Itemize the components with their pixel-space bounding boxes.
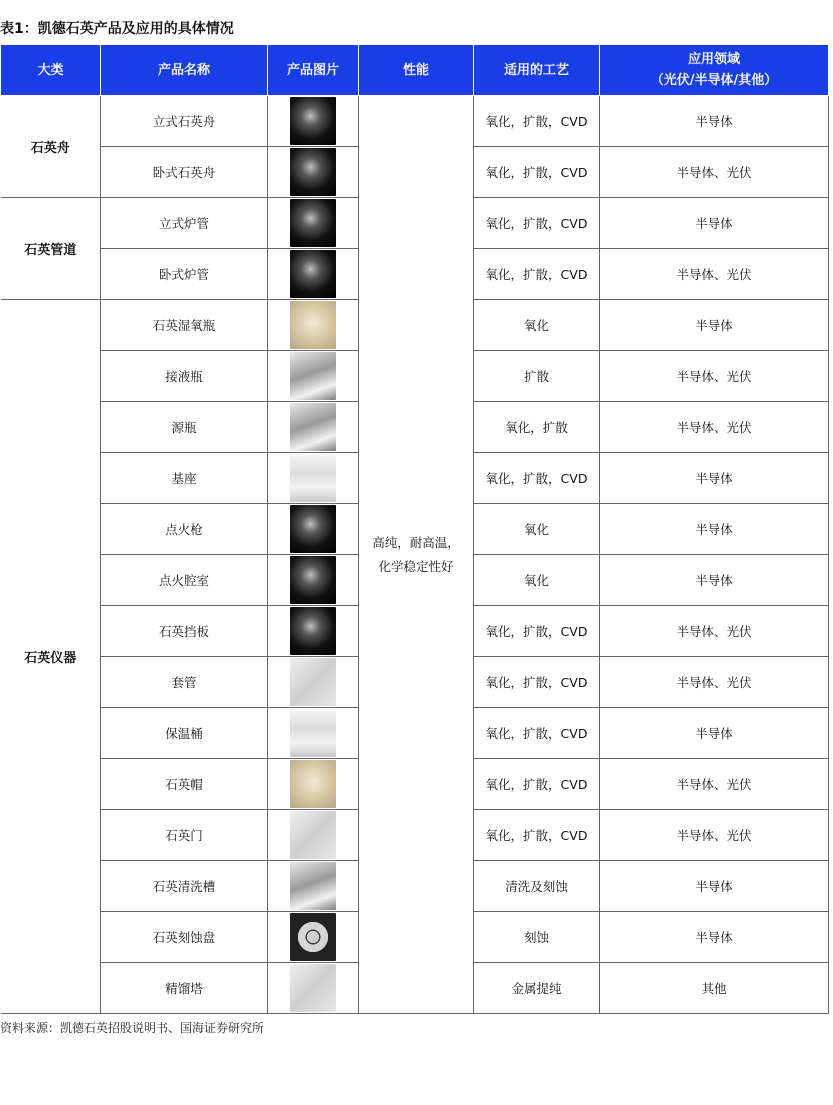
application-cell: 半导体、光伏 (600, 759, 829, 810)
application-cell: 半导体 (600, 198, 829, 249)
application-cell: 半导体 (600, 555, 829, 606)
product-name-cell: 精馏塔 (101, 963, 268, 1014)
header-performance: 性能 (359, 45, 474, 96)
product-image-cell (268, 300, 359, 351)
process-cell: 刻蚀 (474, 912, 600, 963)
application-cell: 半导体 (600, 912, 829, 963)
application-cell: 半导体 (600, 504, 829, 555)
product-name-cell: 接液瓶 (101, 351, 268, 402)
category-cell: 石英仪器 (1, 300, 101, 1014)
performance-line2: 化学稳定性好 (378, 558, 454, 574)
product-photo (290, 862, 336, 910)
product-photo (290, 97, 336, 145)
product-photo (290, 505, 336, 553)
application-cell: 半导体 (600, 300, 829, 351)
product-image-cell (268, 657, 359, 708)
application-cell: 半导体 (600, 708, 829, 759)
source-note: 资料来源：凯德石英招股说明书、国海证券研究所 (0, 1021, 265, 1035)
product-photo (290, 658, 336, 706)
process-cell: 氧化，扩散，CVD (474, 606, 600, 657)
product-image-cell (268, 963, 359, 1014)
product-image-cell (268, 453, 359, 504)
process-cell: 氧化，扩散，CVD (474, 708, 600, 759)
product-photo (290, 301, 336, 349)
product-photo (290, 964, 336, 1012)
performance-cell (359, 96, 474, 1014)
product-name-cell: 基座 (101, 453, 268, 504)
header-image: 产品图片 (268, 45, 359, 96)
product-photo (290, 760, 336, 808)
performance-line1: 高纯，耐高温， (372, 534, 460, 550)
product-photo (290, 454, 336, 502)
application-cell: 半导体、光伏 (600, 147, 829, 198)
product-name-cell: 石英刻蚀盘 (101, 912, 268, 963)
product-photo (290, 913, 336, 961)
application-cell: 其他 (600, 963, 829, 1014)
product-image-cell (268, 759, 359, 810)
product-photo (290, 709, 336, 757)
product-image-cell (268, 351, 359, 402)
product-image-cell (268, 708, 359, 759)
header-name: 产品名称 (101, 45, 268, 96)
product-name-cell: 点火腔室 (101, 555, 268, 606)
product-photo (290, 148, 336, 196)
process-cell: 氧化 (474, 300, 600, 351)
product-name-cell: 石英湿氧瓶 (101, 300, 268, 351)
product-name-cell: 石英清洗槽 (101, 861, 268, 912)
process-cell: 氧化，扩散，CVD (474, 810, 600, 861)
product-name-cell: 立式石英舟 (101, 96, 268, 147)
product-image-cell (268, 198, 359, 249)
product-image-cell (268, 249, 359, 300)
process-cell: 氧化，扩散，CVD (474, 657, 600, 708)
header-application-line2: （光伏/半导体/其他） (650, 73, 778, 88)
product-table (0, 44, 829, 1014)
product-image-cell (268, 504, 359, 555)
product-name-cell: 卧式炉管 (101, 249, 268, 300)
product-photo (290, 811, 336, 859)
product-photo (290, 403, 336, 451)
product-image-cell (268, 810, 359, 861)
application-cell: 半导体、光伏 (600, 402, 829, 453)
product-name-cell: 立式炉管 (101, 198, 268, 249)
product-image-cell (268, 555, 359, 606)
application-cell: 半导体、光伏 (600, 810, 829, 861)
process-cell: 扩散 (474, 351, 600, 402)
application-cell: 半导体 (600, 861, 829, 912)
header-process: 适用的工艺 (474, 45, 600, 96)
product-image-cell (268, 402, 359, 453)
product-image-cell (268, 96, 359, 147)
table-header-row (1, 45, 829, 96)
product-name-cell: 点火枪 (101, 504, 268, 555)
process-cell: 氧化，扩散 (474, 402, 600, 453)
table-body (1, 96, 829, 1014)
process-cell: 氧化，扩散，CVD (474, 198, 600, 249)
product-image-cell (268, 861, 359, 912)
product-photo (290, 199, 336, 247)
process-cell: 氧化，扩散，CVD (474, 147, 600, 198)
product-name-cell: 源瓶 (101, 402, 268, 453)
process-cell: 氧化，扩散，CVD (474, 759, 600, 810)
application-cell: 半导体、光伏 (600, 657, 829, 708)
application-cell: 半导体、光伏 (600, 606, 829, 657)
process-cell: 氧化，扩散，CVD (474, 453, 600, 504)
product-name-cell: 卧式石英舟 (101, 147, 268, 198)
product-image-cell (268, 912, 359, 963)
process-cell: 氧化，扩散，CVD (474, 96, 600, 147)
process-cell: 氧化 (474, 504, 600, 555)
product-name-cell: 石英帽 (101, 759, 268, 810)
application-cell: 半导体、光伏 (600, 351, 829, 402)
header-application-line1: 应用领域 (687, 52, 740, 67)
product-photo (290, 607, 336, 655)
product-name-cell: 石英门 (101, 810, 268, 861)
product-name-cell: 套管 (101, 657, 268, 708)
product-photo (290, 352, 336, 400)
application-cell: 半导体 (600, 96, 829, 147)
application-cell: 半导体 (600, 453, 829, 504)
category-cell: 石英管道 (1, 198, 101, 300)
process-cell: 金属提纯 (474, 963, 600, 1014)
product-image-cell (268, 606, 359, 657)
header-application (600, 45, 829, 96)
category-cell: 石英舟 (1, 96, 101, 198)
product-image-cell (268, 147, 359, 198)
process-cell: 清洗及刻蚀 (474, 861, 600, 912)
header-category: 大类 (1, 45, 101, 96)
product-photo (290, 250, 336, 298)
process-cell: 氧化 (474, 555, 600, 606)
application-cell: 半导体、光伏 (600, 249, 829, 300)
process-cell: 氧化，扩散，CVD (474, 249, 600, 300)
table-row (1, 96, 829, 147)
product-name-cell: 保温桶 (101, 708, 268, 759)
table-title: 表1：凯德石英产品及应用的具体情况 (0, 21, 234, 37)
product-name-cell: 石英挡板 (101, 606, 268, 657)
product-photo (290, 556, 336, 604)
